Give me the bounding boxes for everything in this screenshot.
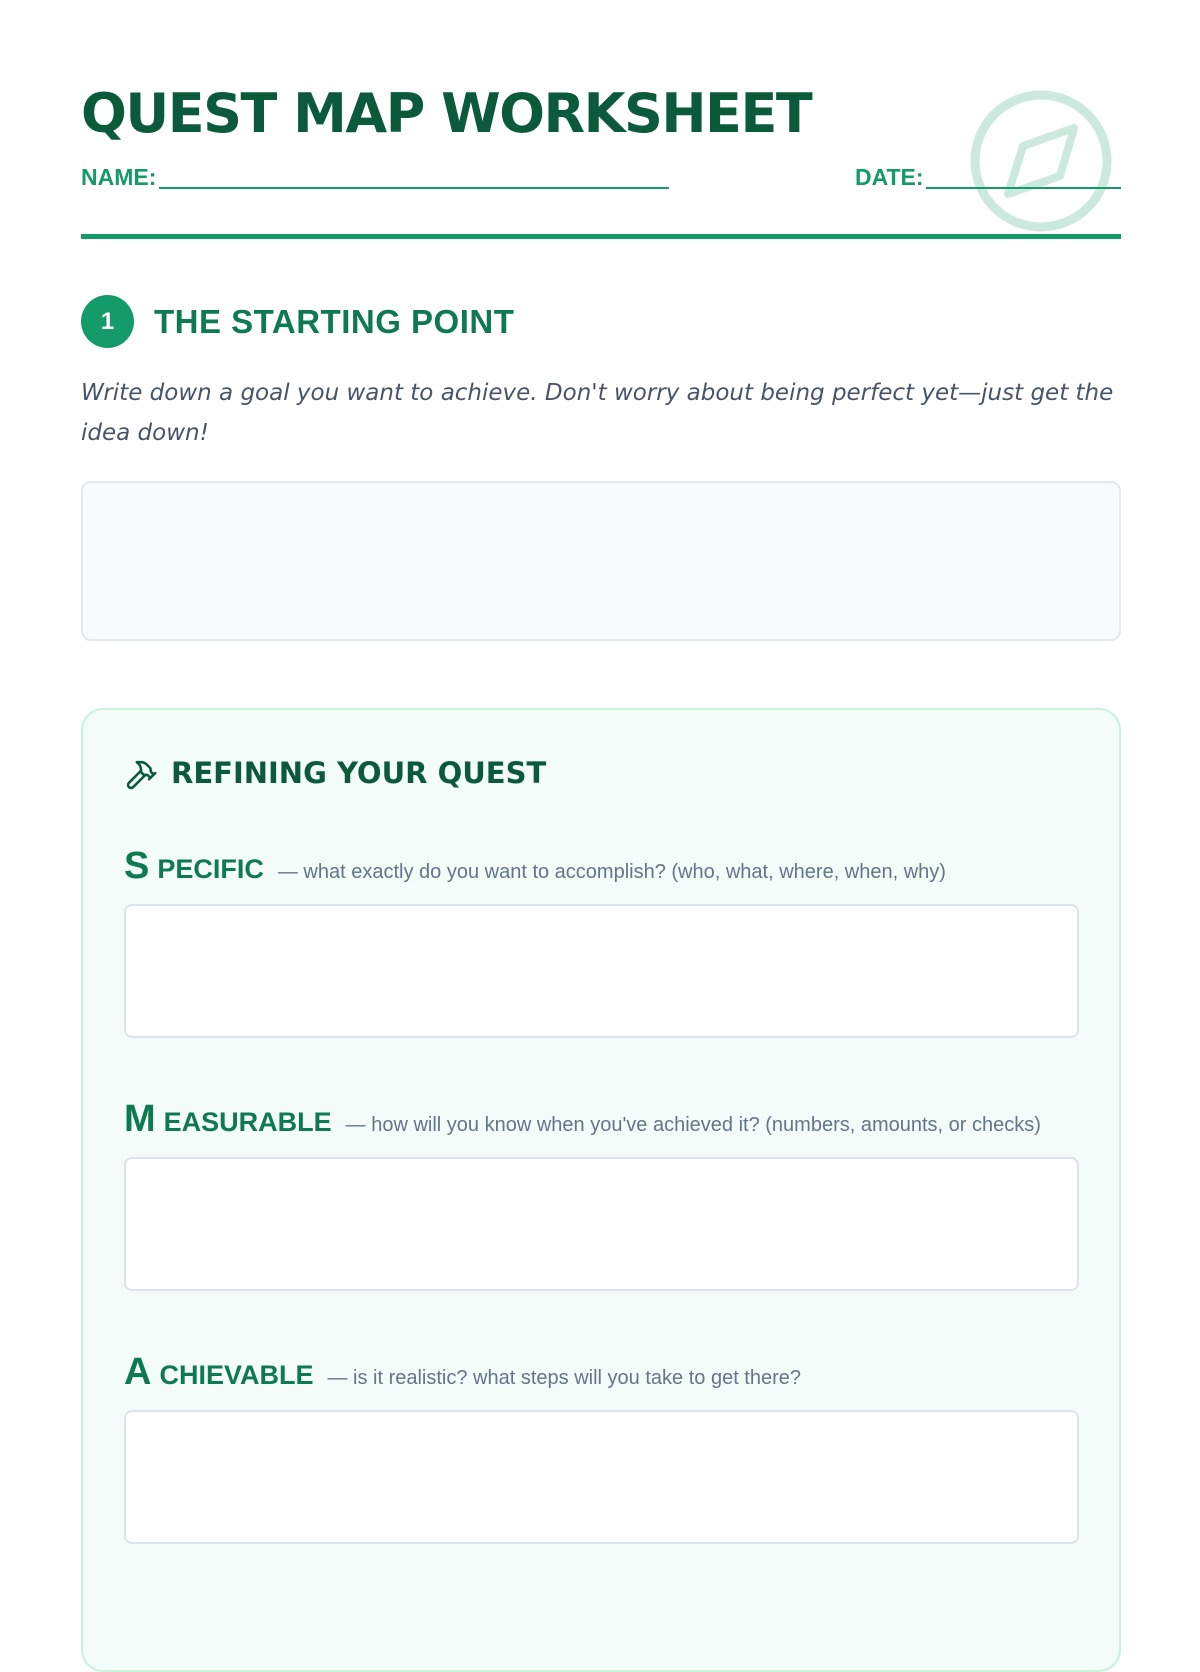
- hammer-icon: [124, 758, 158, 792]
- compass-icon: [968, 88, 1114, 234]
- smart-word: PECIFIC: [157, 854, 264, 884]
- achievable-answer-box[interactable]: [124, 1410, 1079, 1544]
- name-label: NAME:: [81, 164, 157, 190]
- refine-title: REFINING YOUR QUEST: [171, 756, 547, 790]
- smart-word: EASURABLE: [163, 1107, 332, 1137]
- smart-word: CHIEVABLE: [159, 1360, 314, 1390]
- worksheet-title: QUEST MAP WORKSHEET: [81, 82, 812, 145]
- smart-letter: M: [124, 1098, 156, 1140]
- smart-hint: — how will you know when you've achieved it? (numbers, amounts, or checks): [345, 1114, 1041, 1136]
- smart-row-specific: [124, 846, 946, 894]
- smart-hint: — is it realistic? what steps will you take to get there?: [327, 1367, 802, 1389]
- smart-hint: — what exactly do you want to accomplish? (who, what, where, when, why): [277, 861, 946, 883]
- smart-letter: S: [124, 845, 150, 887]
- goal-answer-box[interactable]: [81, 481, 1121, 641]
- step-title: THE STARTING POINT: [154, 303, 515, 340]
- date-label: DATE:: [855, 164, 924, 190]
- specific-answer-box[interactable]: [124, 904, 1079, 1038]
- smart-letter: A: [124, 1351, 152, 1393]
- header-divider: [81, 234, 1121, 239]
- measurable-answer-box[interactable]: [124, 1157, 1079, 1291]
- smart-row-achievable: [124, 1352, 801, 1400]
- step-number-badge: 1: [81, 295, 134, 348]
- step-instructions: Write down a goal you want to achieve. Don't worry about being perfect yet—just get the idea down!: [81, 380, 1114, 446]
- smart-row-measurable: [124, 1099, 1041, 1147]
- name-field[interactable]: [159, 187, 669, 189]
